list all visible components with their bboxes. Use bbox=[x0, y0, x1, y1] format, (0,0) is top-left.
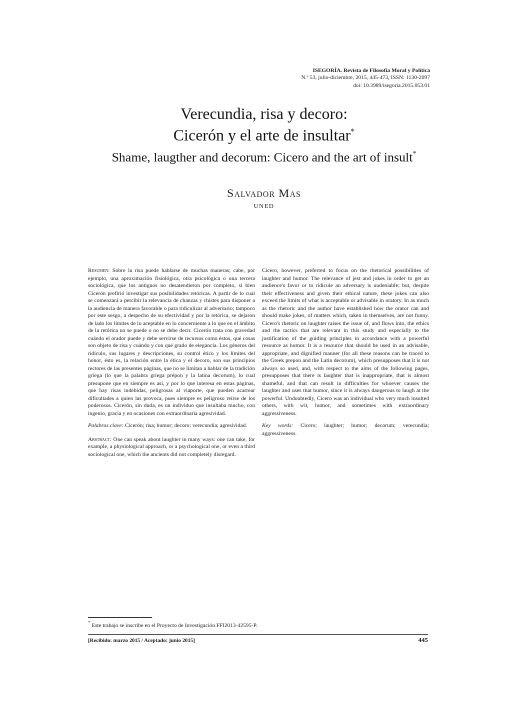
right-column bbox=[262, 268, 429, 438]
title-spanish-line2-wrap bbox=[80, 123, 448, 144]
journal-reference bbox=[170, 68, 430, 90]
journal-doi: doi: 10.3989/isegoria.2015.053.01 bbox=[353, 82, 430, 89]
abstract-text-left: One can speak about laughter in many ways: one can take, for example, a physiological approach, or a psychological one, or even a third sociological one, which the ancients did not completely disregard. bbox=[88, 436, 255, 458]
resumen-text: Sobre la risa puede hablarse de muchas maneras; cabe, por ejemplo, una aproximación fisiológica, otra psicológica o una tercera sociológica, que los antiguos no desatendieron por completo, si bien Cicerón prefirió investigar sus posibilidades retóricas. A partir de lo cual se comenzará a percibir la relevancia de chanzas y chistes para disponer a la audiencia de manera favorable o para ridiculizar al adversario; tampoco por este sesgo, a despecho de su efectividad y por la retórica, se dejaron de lado los límites de lo aceptable en lo concerniente a lo que en el ámbito de la retórica no se puede o no se debe decir. Cicerón trata con gravedad cuándo el orador puede y debe servirse de recursos como éstos, qué cosas son objeto de risa y cuándo y con qué grado de elegancia. Los géneros del ridículo, sus lugares y descripciones, su control ético y los límites del honor, ésto es, la relación entre la ética y el decoro, son sus principios rectores de las presentes páginas, que no se limitan a hablar de la tradición griega (lo que la palabra griega prépon y la latina decorum), lo cual presupone que en siempre es así, y por lo que interesa en estas páginas, que hay risas indebidas, peligrosas al viaporte, que pueden acarrear dificultades a quien las provoca, pues siempre es peligroso reírse de los poderosos. Cicerón, sin duda, es un individuo que insultaba mucho, con ingenio, gracia y en ocasiones con extraordinaria agresividad. bbox=[88, 268, 255, 417]
footnote-divider bbox=[88, 617, 152, 618]
title-spanish-line1: Verecundia, risa y decoro: bbox=[180, 106, 348, 123]
title-english bbox=[80, 146, 448, 165]
title-spanish-line2: Cicerón y el arte de insultar bbox=[173, 127, 351, 145]
title-english-text: Shame, laugther and decorum: Cicero and the art of insult bbox=[111, 149, 413, 165]
title-spanish bbox=[80, 106, 448, 144]
abstract-label: Abstract: bbox=[88, 436, 112, 443]
keywords-english-text: Cicero; laughter; humor; decorum; verecundia; aggressiveness. bbox=[262, 423, 430, 437]
keywords-spanish bbox=[88, 423, 255, 431]
left-column bbox=[88, 268, 255, 459]
journal-issue: N.º 53, julio-diciembre, 2015, 445-473, ISSN: 1130-2097 bbox=[301, 75, 430, 82]
keywords-spanish-label: Palabras clave: bbox=[88, 423, 124, 429]
footnote-mark: * bbox=[88, 620, 91, 625]
title-block bbox=[80, 106, 448, 210]
author-affiliation: UNED bbox=[253, 202, 275, 210]
journal-name: ISEGORÍA. Revista de Filosofía Moral y Política bbox=[312, 68, 430, 74]
keywords-english bbox=[262, 423, 429, 438]
keywords-english-label: Key words: bbox=[262, 423, 294, 429]
title-english-mark: * bbox=[412, 150, 417, 159]
resumen bbox=[88, 268, 255, 418]
author-name: Salvador Mas bbox=[227, 185, 301, 200]
abstract-text-right: Cicero, however, preferred to focus on the rhetorical possibilities of laughter and humor. The relevance of jest and jokes in order to get an audience's favor or to ridicule an adversary is undeniable; but, despite their effectiveness and given their ethical nature, these jokes can also exceed the limits of what is acceptable or advisable in oratory. In as much as the rhetoric and the author have established how the orator can and should make jokes, of matters which, taken in themselves, are not funny. Cicero's rhetoric on laughter raises the issue of, and flows into, the ethics and the tactics that are relevant in this study and especially to the justification of the guiding principles in accordance with a powerful resource as humor. It is a resource that should be used in an advisable, appropriate, and dignified manner (for all these reasons can be traced to the Greek prepon and the Latin decorum), which presupposes that it is not always so used, and, with respect to the aims of the following pages, presupposes that there is laughter that is inappropriate, that is almost shameful, and that can result in difficulties for whoever causes the laughter and uses that humor, since it is always dangerous to laugh at the powerful. Undoubtedly, Cicero was an individual who very much insulted others, with wit, humor, and sometimes with extraordinary aggressiveness. bbox=[262, 268, 429, 417]
resumen-label: Resumen: bbox=[88, 268, 110, 274]
footnote bbox=[88, 620, 428, 629]
footer-divider bbox=[88, 634, 428, 635]
title-footnote-mark: * bbox=[350, 127, 355, 136]
keywords-spanish-text: Cicerón; risa; humor; decoro; verecundia; agresividad. bbox=[124, 423, 248, 429]
page-number: 445 bbox=[418, 637, 428, 644]
footnote-text: Este trabajo se inscribe en el Proyecto de Investigación FFI2013-42595-P. bbox=[91, 622, 258, 629]
abstract-start bbox=[88, 437, 255, 460]
received-accepted-dates: [Recibido: marzo 2015 / Aceptado: junio 2015] bbox=[88, 638, 195, 644]
